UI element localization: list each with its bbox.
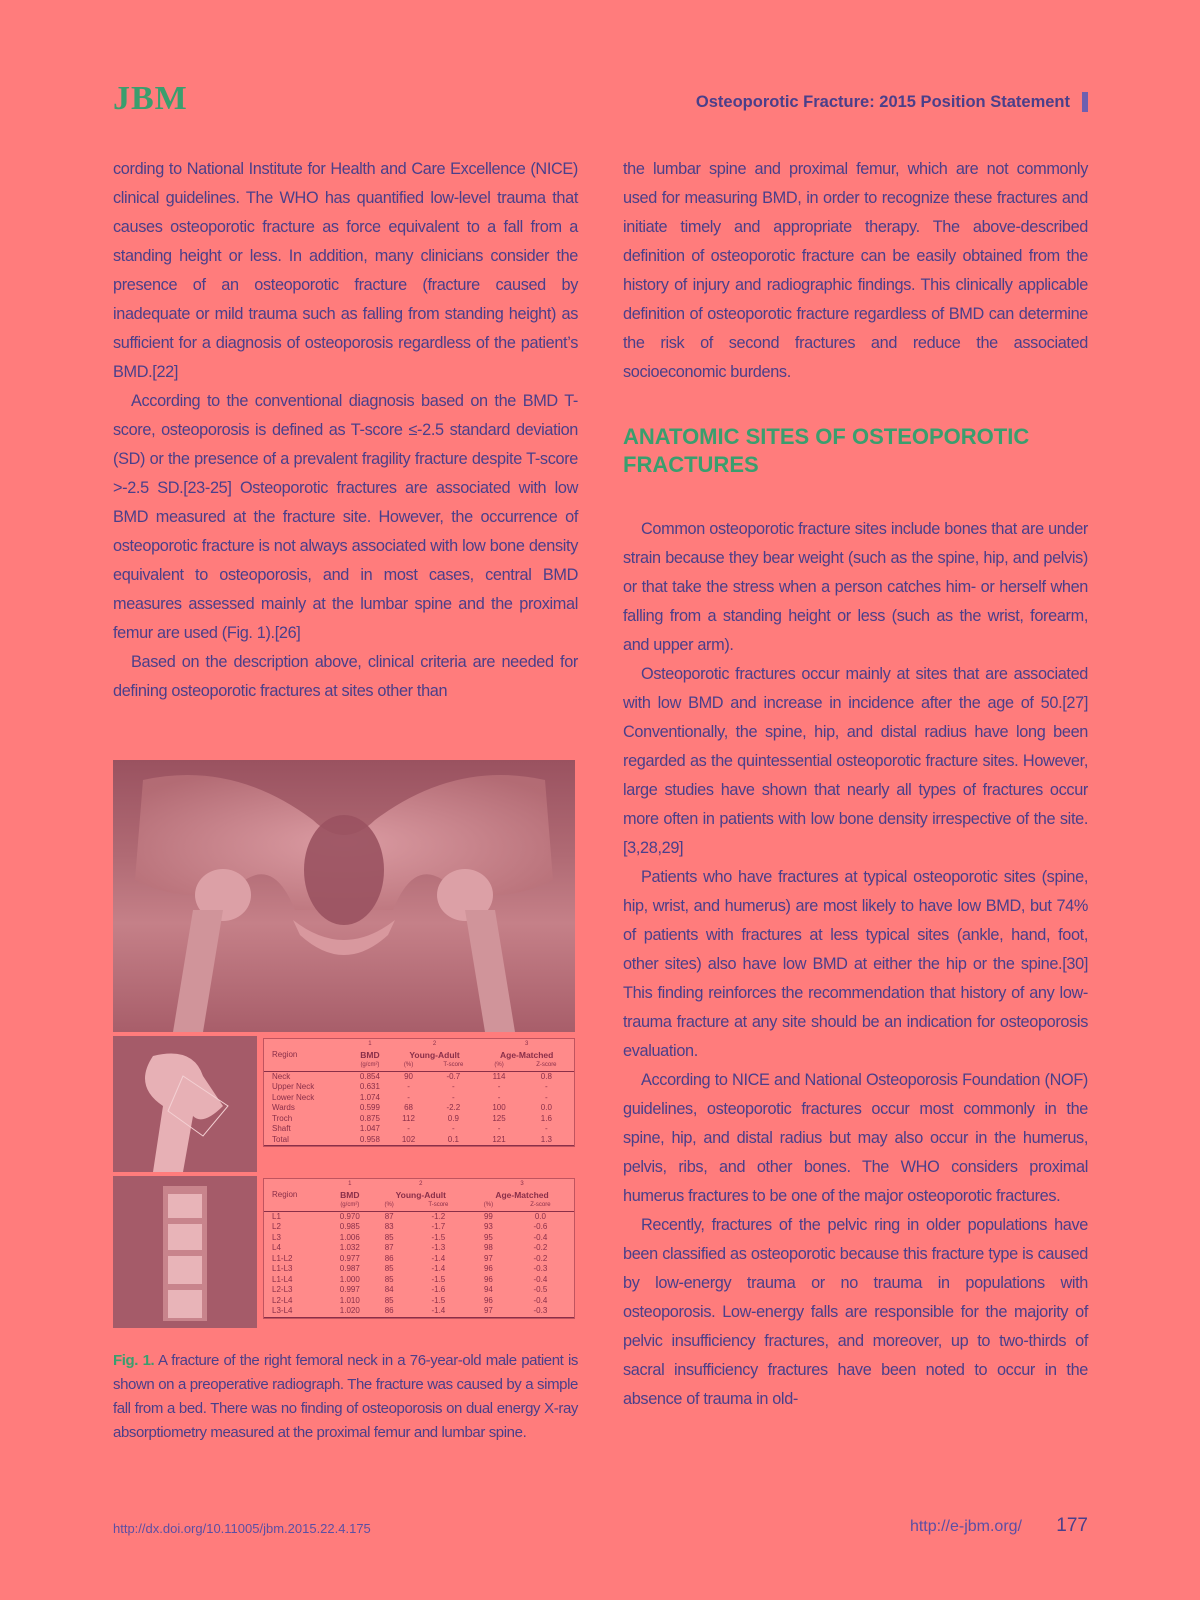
spine-table-body [264, 1211, 574, 1317]
col-age-matched: Age-Matched [495, 1189, 549, 1200]
pelvis-radiograph [113, 760, 575, 1032]
value-cell: -0.2 [533, 1253, 548, 1263]
value-cell: -0.5 [533, 1285, 548, 1294]
table-row [264, 1114, 574, 1125]
value-cell: 99 [483, 1211, 493, 1221]
value-cell: -0.4 [533, 1232, 548, 1242]
value-cell: 95 [483, 1232, 493, 1242]
region-cell: L1 [272, 1211, 281, 1221]
region-cell: L1-L4 [272, 1274, 293, 1284]
right-paragraph-3: Osteoporotic fractures occur mainly at sites that are associated with low BMD and increase in incidence after the age of 50.[27] Conventionally, the spine, hip, and distal radius have long been regarded as the quintessential osteoporotic fracture sites. However, large studies have shown that nearly all types of fractures occur more often in patients with low bone density irrespective of the site.[3,28,29] [623, 665, 1088, 857]
table-row [264, 1071, 574, 1082]
value-cell: 0.985 [339, 1222, 360, 1231]
col-young-pct: (%) [372, 1200, 407, 1211]
value-cell: -1.4 [431, 1253, 446, 1263]
value-cell: 0.997 [339, 1285, 360, 1294]
figure-caption-text: A fracture of the right femoral neck in a 76-year-old male patient is shown on a preoperative radiograph. The fracture was caused by a simple fall from a bed. There was no finding of osteoporosis on dual energy X-ray absorptiometry measured at the proximal femur and lumbar spine. [113, 1352, 578, 1441]
col-age-pct: (%) [479, 1060, 518, 1071]
femur-dxa-scan [113, 1036, 257, 1172]
col-young-pct: (%) [390, 1060, 428, 1071]
value-cell: 100 [492, 1103, 506, 1112]
right-paragraph-1: the lumbar spine and proximal femur, which are not commonly used for measuring BMD, in order to recognize these fractures and initiate timely and appropriate therapy. The above-described definition of osteoporotic fracture can be easily obtained from the history of injury and radiographic findings. This clinically applicable definition of osteoporotic fracture regardless of BMD can determine the risk of second fractures and reduce the associated socioeconomic burdens. [623, 160, 1088, 381]
journal-logo: JBM [113, 80, 188, 117]
value-cell: 98 [483, 1243, 493, 1252]
value-cell: 87 [384, 1243, 394, 1252]
value-cell: -0.4 [533, 1295, 548, 1305]
region-cell: L3-L4 [264, 1306, 328, 1317]
region-cell: Total [264, 1135, 350, 1146]
value-cell: -0.4 [533, 1274, 548, 1284]
col-age-matched: Age-Matched [499, 1049, 554, 1060]
value-cell: 1.010 [339, 1295, 360, 1305]
value-cell: 1.6 [540, 1113, 552, 1123]
value-cell: 85 [384, 1232, 394, 1242]
col-young-adult: Young-Adult [395, 1189, 446, 1200]
value-cell: - [452, 1124, 455, 1133]
value-cell: 1.3 [519, 1135, 574, 1146]
value-cell: 0.9 [447, 1113, 459, 1123]
value-cell: -2.2 [446, 1103, 461, 1112]
value-cell: 0.1 [427, 1135, 479, 1146]
figure-caption-label: Fig. 1. [113, 1352, 155, 1369]
table-row [264, 1082, 574, 1093]
section-heading: ANATOMIC SITES OF OSTEOPOROTIC FRACTURES [623, 424, 1030, 477]
value-cell: 0.0 [534, 1211, 546, 1221]
table-row [264, 1103, 574, 1114]
spine-dxa-scan [113, 1176, 257, 1328]
col-region: Region [272, 1049, 298, 1059]
value-cell: - [497, 1092, 501, 1102]
value-cell: 83 [384, 1222, 394, 1231]
col-bmd-unit: (g/cm²) [328, 1200, 372, 1211]
running-title [696, 92, 1088, 112]
value-cell: 94 [483, 1285, 493, 1294]
value-cell: 1.032 [339, 1243, 360, 1252]
value-cell: 0.970 [339, 1211, 360, 1221]
value-cell: - [407, 1124, 410, 1133]
value-cell: 121 [479, 1135, 518, 1146]
value-cell: -1.6 [431, 1285, 446, 1294]
value-cell: -0.3 [533, 1264, 548, 1273]
running-title-bar [1082, 92, 1088, 112]
femur-scan-drawing [113, 1036, 257, 1172]
figure-1 [113, 760, 575, 1328]
col-zscore: Z-score [519, 1060, 574, 1071]
table-row [264, 1124, 574, 1135]
region-cell: Neck [272, 1071, 291, 1081]
table-row [264, 1243, 574, 1254]
value-cell: -1.5 [431, 1232, 446, 1242]
right-paragraph-2: Common osteoporotic fracture sites include bones that are under strain because they bear weight (such as the spine, hip, and pelvis) or that take the stress when a person catches him- or herself when falling from a standing height or less (such as the wrist, forearm, and upper arm). [623, 520, 1088, 654]
value-cell: 0.977 [339, 1253, 360, 1263]
value-cell: - [452, 1082, 455, 1091]
table-row [264, 1264, 574, 1275]
value-cell: -1.5 [431, 1295, 446, 1305]
value-cell: 85 [384, 1295, 394, 1305]
femur-dxa-panel [113, 1036, 575, 1172]
value-cell: - [497, 1082, 501, 1091]
col-zscore: Z-score [507, 1200, 574, 1211]
col-age-pct: (%) [470, 1200, 507, 1211]
figure-caption [113, 1349, 578, 1445]
value-cell: 0.0 [540, 1103, 552, 1112]
value-cell: 1.047 [359, 1124, 380, 1133]
value-cell: 0.854 [359, 1071, 380, 1081]
value-cell: -1.5 [431, 1274, 446, 1284]
region-cell: L2 [272, 1222, 281, 1231]
table-row [264, 1135, 574, 1146]
value-cell: -0.3 [507, 1306, 574, 1317]
value-cell: 87 [384, 1211, 394, 1221]
spine-dxa-table: 1 2 3 Region BMD Young-Adult Age-Matched (g/cm²) (%) T-score (%) Z-score L1 0.970 87 -1.2 99 0.0 L2 0.985 83 -1.7 93 -0.6 L3 1.006 85 -1.5 95 -0.4 L4 1.032 87 -1.3 98 -0.2 L1-L2 0.977 86 -1.4 97 -0.2 L1-L3 0.987 85 -1.4 96 -0.3 L1-L4 1.000 85 -1.5 96 -0.4 L2-L3 0.997 84 -1.6 94 -0.5 L2-L4 1.010 85 -1.5 96 -0.4 L3-L4 1.020 86 -1.4 97 -0.3 [263, 1178, 575, 1319]
table-row [264, 1296, 574, 1307]
table-row [264, 1233, 574, 1244]
value-cell: 102 [390, 1135, 428, 1146]
col-tscore: T-score [407, 1200, 470, 1211]
value-cell: 0.875 [359, 1113, 380, 1123]
value-cell: - [407, 1082, 410, 1091]
value-cell: 0.599 [359, 1103, 380, 1112]
region-cell: Lower Neck [272, 1092, 315, 1102]
col-region: Region [272, 1189, 298, 1199]
col-bmd-unit: (g/cm²) [350, 1060, 390, 1071]
value-cell: 97 [483, 1253, 493, 1263]
value-cell: -1.4 [431, 1264, 446, 1273]
value-cell: -1.3 [431, 1243, 446, 1252]
table-row [264, 1275, 574, 1286]
value-cell: - [452, 1092, 455, 1102]
value-cell: 112 [402, 1113, 415, 1123]
femur-table-body [264, 1071, 574, 1146]
col-tscore: T-score [427, 1060, 479, 1071]
table-row [264, 1285, 574, 1296]
value-cell: 0.8 [540, 1071, 552, 1081]
region-cell: L3 [272, 1232, 281, 1242]
col-young-adult: Young-Adult [409, 1049, 460, 1060]
right-paragraph-6: Recently, fractures of the pelvic ring in older populations have been classified as osteoporotic because this fracture type is caused by low-energy trauma or no trauma in populations with osteoporosis. Low-energy falls are responsible for the majority of pelvic insufficiency fractures, and moreover, up to two-thirds of sacral insufficiency fractures have been noted to occur in the absence of trauma in old- [623, 1216, 1088, 1408]
value-cell: 85 [384, 1264, 394, 1273]
value-cell: 96 [483, 1295, 493, 1305]
table-row [264, 1093, 574, 1104]
value-cell: -1.4 [407, 1306, 470, 1317]
region-cell: L2-L3 [272, 1285, 293, 1294]
value-cell: 86 [384, 1253, 394, 1263]
left-column [113, 155, 578, 706]
table-row [264, 1306, 574, 1317]
value-cell: 84 [384, 1285, 394, 1294]
spine-dxa-panel [113, 1176, 575, 1328]
region-cell: L1-L3 [272, 1264, 293, 1273]
value-cell: 93 [483, 1222, 493, 1231]
region-cell: L4 [272, 1243, 281, 1252]
value-cell: 0.958 [350, 1135, 390, 1146]
value-cell: 114 [492, 1071, 506, 1081]
region-cell: Shaft [272, 1124, 291, 1133]
value-cell: 85 [384, 1274, 394, 1284]
col-bmd: BMD [360, 1049, 380, 1060]
left-paragraph-2: According to the conventional diagnosis based on the BMD T-score, osteoporosis is defined as T-score ≤-2.5 standard deviation (SD) or the presence of a prevalent fragility fracture despite T-score >-2.5 SD.[23-25] Osteoporotic fractures are associated with low BMD measured at the fracture site. However, the occurrence of osteoporotic fracture is not always associated with low bone density equivalent to osteoporosis, and in most cases, central BMD measures assessed mainly at the lumbar spine and the proximal femur are used (Fig. 1).[26] [113, 392, 578, 642]
value-cell: - [497, 1124, 501, 1133]
value-cell: 68 [404, 1103, 413, 1112]
right-paragraph-5: According to NICE and National Osteoporosis Foundation (NOF) guidelines, osteoporotic fractures occur most commonly in the spine, hip, and distal radius but may also occur in the humerus, pelvis, ribs, and other bones. The WHO considers proximal humerus fractures to be one of the major osteoporotic fractures. [623, 1071, 1088, 1205]
value-cell: -0.7 [446, 1071, 461, 1081]
region-cell: Upper Neck [272, 1082, 315, 1091]
value-cell: - [545, 1092, 548, 1102]
region-cell: Troch [272, 1113, 293, 1123]
left-paragraph-1: cording to National Institute for Health and Care Excellence (NICE) clinical guidelines. The WHO has quantified low-level trauma that causes osteoporotic fracture as force equivalent to a fall from a standing height or less. In addition, many clinicians consider the presence of an osteoporotic fracture (fracture caused by inadequate or mild trauma such as falling from standing height) as sufficient for a diagnosis of osteoporosis regardless of the patient’s BMD.[22] [113, 160, 578, 381]
footer-doi-link[interactable]: http://dx.doi.org/10.11005/jbm.2015.22.4.175 [113, 1521, 371, 1536]
value-cell: 0.987 [339, 1264, 360, 1273]
footer-journal-url[interactable]: http://e-jbm.org/ [909, 1518, 1022, 1535]
left-paragraph-3: Based on the description above, clinical criteria are needed for defining osteoporotic fractures at sites other than [113, 653, 578, 700]
right-column [623, 155, 1088, 1414]
value-cell: 1.000 [339, 1274, 360, 1284]
value-cell: 125 [492, 1113, 506, 1123]
femur-dxa-table: 1 2 3 Region BMD Young-Adult Age-Matched (g/cm²) (%) T-score (%) Z-score Neck 0.854 90 -0.7 114 0.8 Upper Neck 0.631 - - - - Lower Neck 1.074 - - - - Wards 0.599 68 -2.2 100 0.0 Troch 0.875 112 0.9 125 1.6 Shaft 1.047 - - - - Total 0.958 102 0.1 121 1.3 [263, 1038, 575, 1147]
table-row [264, 1254, 574, 1265]
running-title-text: Osteoporotic Fracture: 2015 Position Statement [695, 92, 1070, 111]
spine-scan-drawing [113, 1176, 257, 1328]
value-cell: -1.7 [431, 1222, 446, 1231]
col-bmd: BMD [340, 1189, 360, 1200]
table-row [264, 1211, 574, 1222]
value-cell: 86 [372, 1306, 407, 1317]
table-row [264, 1222, 574, 1233]
value-cell: 96 [483, 1264, 493, 1273]
value-cell: 96 [483, 1274, 493, 1284]
value-cell: - [545, 1082, 548, 1091]
page-number: 177 [1056, 1515, 1088, 1536]
value-cell: - [407, 1092, 410, 1102]
value-cell: 1.020 [328, 1306, 372, 1317]
pelvis-radiograph-drawing [113, 760, 575, 1032]
value-cell: 97 [470, 1306, 507, 1317]
right-paragraph-4: Patients who have fractures at typical osteoporotic sites (spine, hip, wrist, and humerus) are most likely to have low BMD, but 74% of patients with fractures at less typical sites (ankle, hand, foot, other sites) also have low BMD at either the hip or the spine.[30] This finding reinforces the recommendation that history of any low-trauma fracture at any site should be an indication for osteoporosis evaluation. [623, 868, 1088, 1060]
value-cell: -0.2 [533, 1243, 548, 1252]
value-cell: -0.6 [533, 1222, 548, 1231]
value-cell: 1.006 [339, 1232, 360, 1242]
region-cell: L2-L4 [272, 1295, 293, 1305]
value-cell: - [545, 1124, 548, 1133]
value-cell: 1.074 [359, 1092, 380, 1102]
value-cell: 0.631 [359, 1082, 380, 1091]
region-cell: Wards [272, 1103, 295, 1112]
value-cell: 90 [404, 1071, 413, 1081]
value-cell: -1.2 [431, 1211, 446, 1221]
region-cell: L1-L2 [272, 1253, 293, 1263]
